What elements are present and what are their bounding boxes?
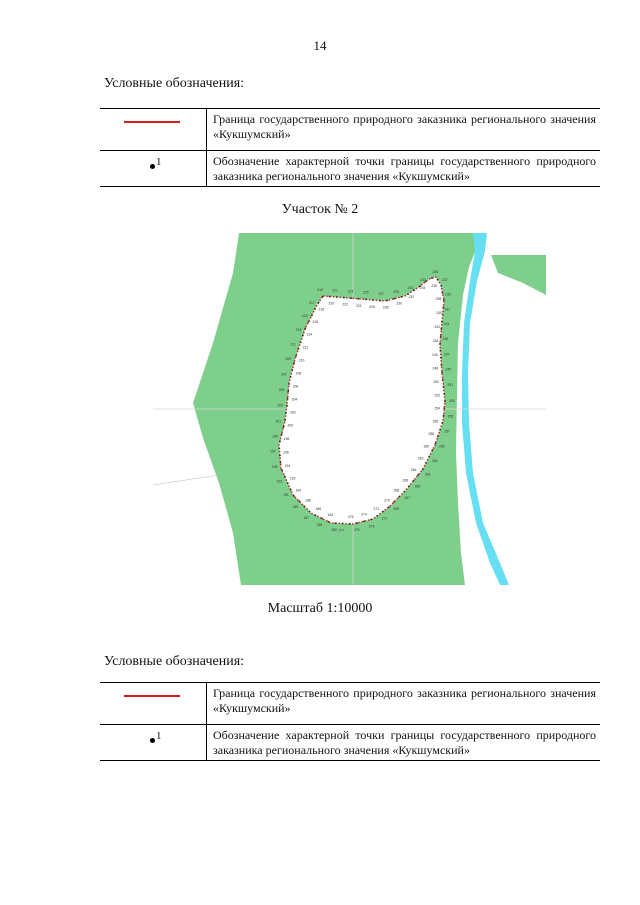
boundary-point-label: 216 <box>312 319 319 324</box>
boundary-point <box>297 348 299 350</box>
boundary-point-label: 267 <box>404 496 411 501</box>
legend-point-text: Обозначение характерной точки границы государственного природного заказника регионального значения «Кукшумский» <box>207 151 601 187</box>
legend-symbol-cell <box>100 725 207 761</box>
boundary-point <box>342 523 344 525</box>
boundary-point-label: 213 <box>295 328 302 333</box>
legend-row-boundary <box>100 109 600 151</box>
boundary-point-label: 211 <box>290 342 296 347</box>
boundary-point-label: 206 <box>292 384 299 389</box>
boundary-point-label: 200 <box>287 423 294 428</box>
boundary-point <box>376 515 378 517</box>
point-symbol-label: 1 <box>156 730 162 742</box>
boundary-point <box>432 449 434 451</box>
legend-heading: Условные обозначения: <box>104 76 245 91</box>
boundary-point <box>293 362 295 364</box>
boundary-point-label: 183 <box>330 528 337 533</box>
boundary-point <box>335 522 337 524</box>
boundary-point <box>441 364 443 366</box>
boundary-point <box>304 328 306 330</box>
boundary-point-label: 259 <box>438 444 445 449</box>
boundary-point-label: 214 <box>306 332 313 337</box>
boundary-point-label: 268 <box>393 488 400 493</box>
boundary-point-label: 264 <box>410 467 417 472</box>
boundary-point <box>322 296 324 298</box>
boundary-point-label: 245 <box>442 337 449 342</box>
boundary-point-label: 251 <box>447 383 454 388</box>
boundary-point-label: 261 <box>432 458 438 463</box>
boundary-point-label: 243 <box>443 322 450 327</box>
boundary-point <box>314 308 316 310</box>
boundary-point <box>443 386 445 388</box>
boundary-point-label: 262 <box>417 456 424 461</box>
boundary-point-label: 250 <box>433 380 439 385</box>
boundary-point-label: 228 <box>382 305 389 310</box>
boundary-point-label: 255 <box>447 414 454 419</box>
legend-table <box>100 108 600 187</box>
boundary-point <box>370 519 372 521</box>
map-image <box>153 233 546 585</box>
boundary-point <box>284 476 286 478</box>
boundary-point <box>442 314 444 316</box>
boundary-point <box>413 289 415 291</box>
boundary-point-label: 263 <box>424 472 431 477</box>
boundary-point <box>300 341 302 343</box>
boundary-point-label: 266 <box>402 478 409 483</box>
legend-symbol-cell <box>100 683 207 725</box>
boundary-point-label: 249 <box>445 367 452 372</box>
boundary-point-label: 223 <box>347 289 354 294</box>
boundary-point <box>382 511 384 513</box>
boundary-point-label: 193 <box>276 479 283 484</box>
boundary-point-label: 195 <box>271 464 278 469</box>
boundary-point <box>311 315 313 317</box>
boundary-point-label: 233 <box>420 278 426 282</box>
boundary-point <box>440 350 442 352</box>
boundary-point-label: 253 <box>449 398 455 403</box>
boundary-point-label: 230 <box>396 301 402 306</box>
boundary-point-label: 244 <box>432 339 439 344</box>
boundary-point <box>425 462 427 464</box>
page-number: 14 <box>313 38 327 53</box>
boundary-point-label: 218 <box>318 307 325 312</box>
boundary-point-label: 203 <box>277 403 283 408</box>
legend-symbol-cell <box>100 151 207 187</box>
boundary-point <box>321 518 323 520</box>
boundary-point <box>408 485 410 487</box>
boundary-point <box>279 440 281 442</box>
boundary-point <box>442 292 444 294</box>
boundary-point <box>295 355 297 357</box>
boundary-point <box>336 296 338 298</box>
legend-table <box>100 682 600 761</box>
boundary-point <box>287 390 289 392</box>
boundary-point-label: 208 <box>295 371 302 376</box>
boundary-point <box>428 456 430 458</box>
boundary-point-label: 199 <box>272 434 278 439</box>
boundary-point-label: 210 <box>298 358 305 363</box>
boundary-point-label: 239 <box>445 292 451 297</box>
boundary-point <box>398 496 400 498</box>
boundary-point-label: 215 <box>301 314 308 319</box>
boundary-point <box>388 506 390 508</box>
boundary-point <box>284 419 286 421</box>
boundary-point <box>439 429 441 431</box>
boundary-point <box>403 491 405 493</box>
boundary-point <box>365 298 367 300</box>
boundary-point <box>443 393 445 395</box>
boundary-point <box>444 400 446 402</box>
boundary-point-label: 197 <box>270 449 276 454</box>
boundary-point-label: 221 <box>332 288 338 293</box>
boundary-point-symbol <box>150 729 162 744</box>
boundary-point-label: 254 <box>434 406 441 411</box>
boundary-point <box>431 277 433 279</box>
map <box>153 233 546 585</box>
boundary-point <box>318 302 320 304</box>
boundary-point-label: 184 <box>327 513 334 518</box>
point-dot-icon <box>150 164 155 169</box>
boundary-point <box>393 501 395 503</box>
boundary-point-label: 217 <box>309 300 315 305</box>
boundary-point <box>315 514 317 516</box>
boundary-point <box>441 371 443 373</box>
boundary-point-label: 205 <box>278 387 285 392</box>
boundary-point <box>278 447 280 449</box>
boundary-point-label: 277 <box>338 528 345 533</box>
boundary-point <box>286 405 288 407</box>
boundary-point-label: 246 <box>431 353 438 357</box>
boundary-point <box>288 383 290 385</box>
boundary-point-label: 274 <box>361 512 367 517</box>
boundary-line-symbol <box>124 121 180 123</box>
boundary-point-label: 207 <box>281 372 287 377</box>
boundary-point-label: 190 <box>295 488 302 493</box>
legend-row-point <box>100 725 600 761</box>
section-title: Участок № 2 <box>281 202 359 217</box>
boundary-point <box>442 422 444 424</box>
boundary-point-label: 276 <box>347 515 354 520</box>
boundary-point-label: 260 <box>423 444 430 449</box>
boundary-point-label: 222 <box>342 302 349 307</box>
boundary-point-label: 252 <box>434 393 441 398</box>
boundary-point-label: 275 <box>353 528 360 533</box>
boundary-point <box>437 279 439 281</box>
boundary-point-label: 231 <box>407 285 414 290</box>
boundary-point <box>308 321 310 323</box>
legend-row-point <box>100 151 600 187</box>
boundary-point <box>356 522 358 524</box>
boundary-point-label: 212 <box>302 345 309 350</box>
boundary-point <box>303 505 305 507</box>
boundary-point-label: 185 <box>316 523 323 528</box>
boundary-point-label: 202 <box>290 410 296 415</box>
boundary-point <box>413 480 415 482</box>
boundary-point <box>287 398 289 400</box>
legend-heading: Условные обозначения: <box>104 654 245 669</box>
boundary-point-label: 256 <box>432 419 439 424</box>
boundary-point-label: 204 <box>291 397 298 402</box>
boundary-point-label: 209 <box>285 357 292 362</box>
map-scale: Масштаб 1:10000 <box>267 601 373 616</box>
boundary-point <box>393 298 395 300</box>
boundary-point <box>328 521 330 523</box>
boundary-point-label: 220 <box>328 301 335 306</box>
boundary-point-label: 227 <box>378 291 385 296</box>
boundary-point <box>422 468 424 470</box>
boundary-point <box>400 296 402 298</box>
point-dot-icon <box>150 738 155 743</box>
boundary-point <box>435 442 437 444</box>
boundary-point <box>379 300 381 302</box>
boundary-point <box>291 369 293 371</box>
boundary-point <box>290 489 292 491</box>
boundary-point-label: 272 <box>373 507 380 512</box>
boundary-point-label: 234 <box>419 286 426 291</box>
legend-symbol-cell <box>100 109 207 151</box>
boundary-point <box>440 335 442 337</box>
boundary-point <box>350 297 352 299</box>
boundary-point-label: 265 <box>414 484 421 489</box>
boundary-point-label: 229 <box>393 290 400 295</box>
boundary-point <box>372 299 374 301</box>
boundary-point <box>443 299 445 301</box>
boundary-point-symbol <box>150 155 162 170</box>
boundary-point <box>343 297 345 299</box>
boundary-point-label: 238 <box>435 296 442 301</box>
boundary-point <box>363 520 365 522</box>
boundary-point <box>417 474 419 476</box>
boundary-point <box>309 511 311 513</box>
boundary-point-label: 196 <box>283 450 289 455</box>
boundary-point-label: 201 <box>275 419 282 424</box>
boundary-point <box>283 426 285 428</box>
boundary-point <box>440 285 442 287</box>
boundary-point-label: 241 <box>444 307 451 312</box>
boundary-point-label: 189 <box>292 505 299 510</box>
boundary-point <box>440 357 442 359</box>
boundary-point-label: 194 <box>284 463 291 468</box>
boundary-point-label: 192 <box>289 476 296 481</box>
boundary-point <box>386 300 388 302</box>
boundary-point-label: 186 <box>315 507 322 511</box>
boundary-point-label: 271 <box>381 516 388 521</box>
boundary-point <box>293 495 295 497</box>
boundary-point-label: 232 <box>408 294 415 299</box>
boundary-point <box>281 433 283 435</box>
boundary-point-label: 224 <box>355 304 362 308</box>
boundary-point <box>437 436 439 438</box>
boundary-point <box>443 408 445 410</box>
legend-point-text: Обозначение характерной точки границы государственного природного заказника регионального значения «Кукшумский» <box>207 725 601 761</box>
boundary-point-label: 270 <box>384 498 390 503</box>
boundary-point-label: 235 <box>432 270 439 275</box>
boundary-point <box>302 334 304 336</box>
legend-boundary-text: Граница государственного природного заказника регионального значения «Кукшумский» <box>207 109 601 151</box>
boundary-point-label: 219 <box>317 288 324 293</box>
boundary-point <box>287 482 289 484</box>
boundary-point-label: 188 <box>305 498 311 503</box>
boundary-point <box>279 455 281 457</box>
boundary-point <box>439 343 441 345</box>
boundary-point-label: 226 <box>369 305 376 310</box>
boundary-point-label: 247 <box>443 352 450 357</box>
legend-row-boundary <box>100 683 600 725</box>
point-symbol-label: 1 <box>156 156 162 168</box>
boundary-point-label: 258 <box>428 432 435 437</box>
boundary-point-label: 187 <box>303 515 310 520</box>
boundary-point <box>349 523 351 525</box>
boundary-point-label: 242 <box>434 325 441 330</box>
boundary-point <box>285 412 287 414</box>
boundary-point-label: 240 <box>436 311 442 315</box>
boundary-point-label: 257 <box>444 429 450 434</box>
boundary-point <box>358 298 360 300</box>
boundary-point <box>443 415 445 417</box>
boundary-point <box>442 379 444 381</box>
boundary-point-label: 273 <box>368 524 375 529</box>
legend-boundary-text: Граница государственного природного заказника регионального значения «Кукшумский» <box>207 683 601 725</box>
boundary-point <box>281 469 283 471</box>
boundary-point-label: 225 <box>362 290 369 295</box>
boundary-line-symbol <box>124 695 180 697</box>
boundary-point <box>440 328 442 330</box>
boundary-point-label: 191 <box>283 493 289 498</box>
boundary-point <box>329 296 331 298</box>
boundary-point-label: 198 <box>283 436 290 441</box>
boundary-point <box>280 462 282 464</box>
boundary-point <box>290 376 292 378</box>
boundary-point-label: 237 <box>442 278 448 283</box>
boundary-point <box>298 500 300 502</box>
boundary-point-label: 248 <box>432 366 439 371</box>
boundary-point-label: 236 <box>431 283 437 288</box>
boundary-point-label: 269 <box>393 506 400 511</box>
